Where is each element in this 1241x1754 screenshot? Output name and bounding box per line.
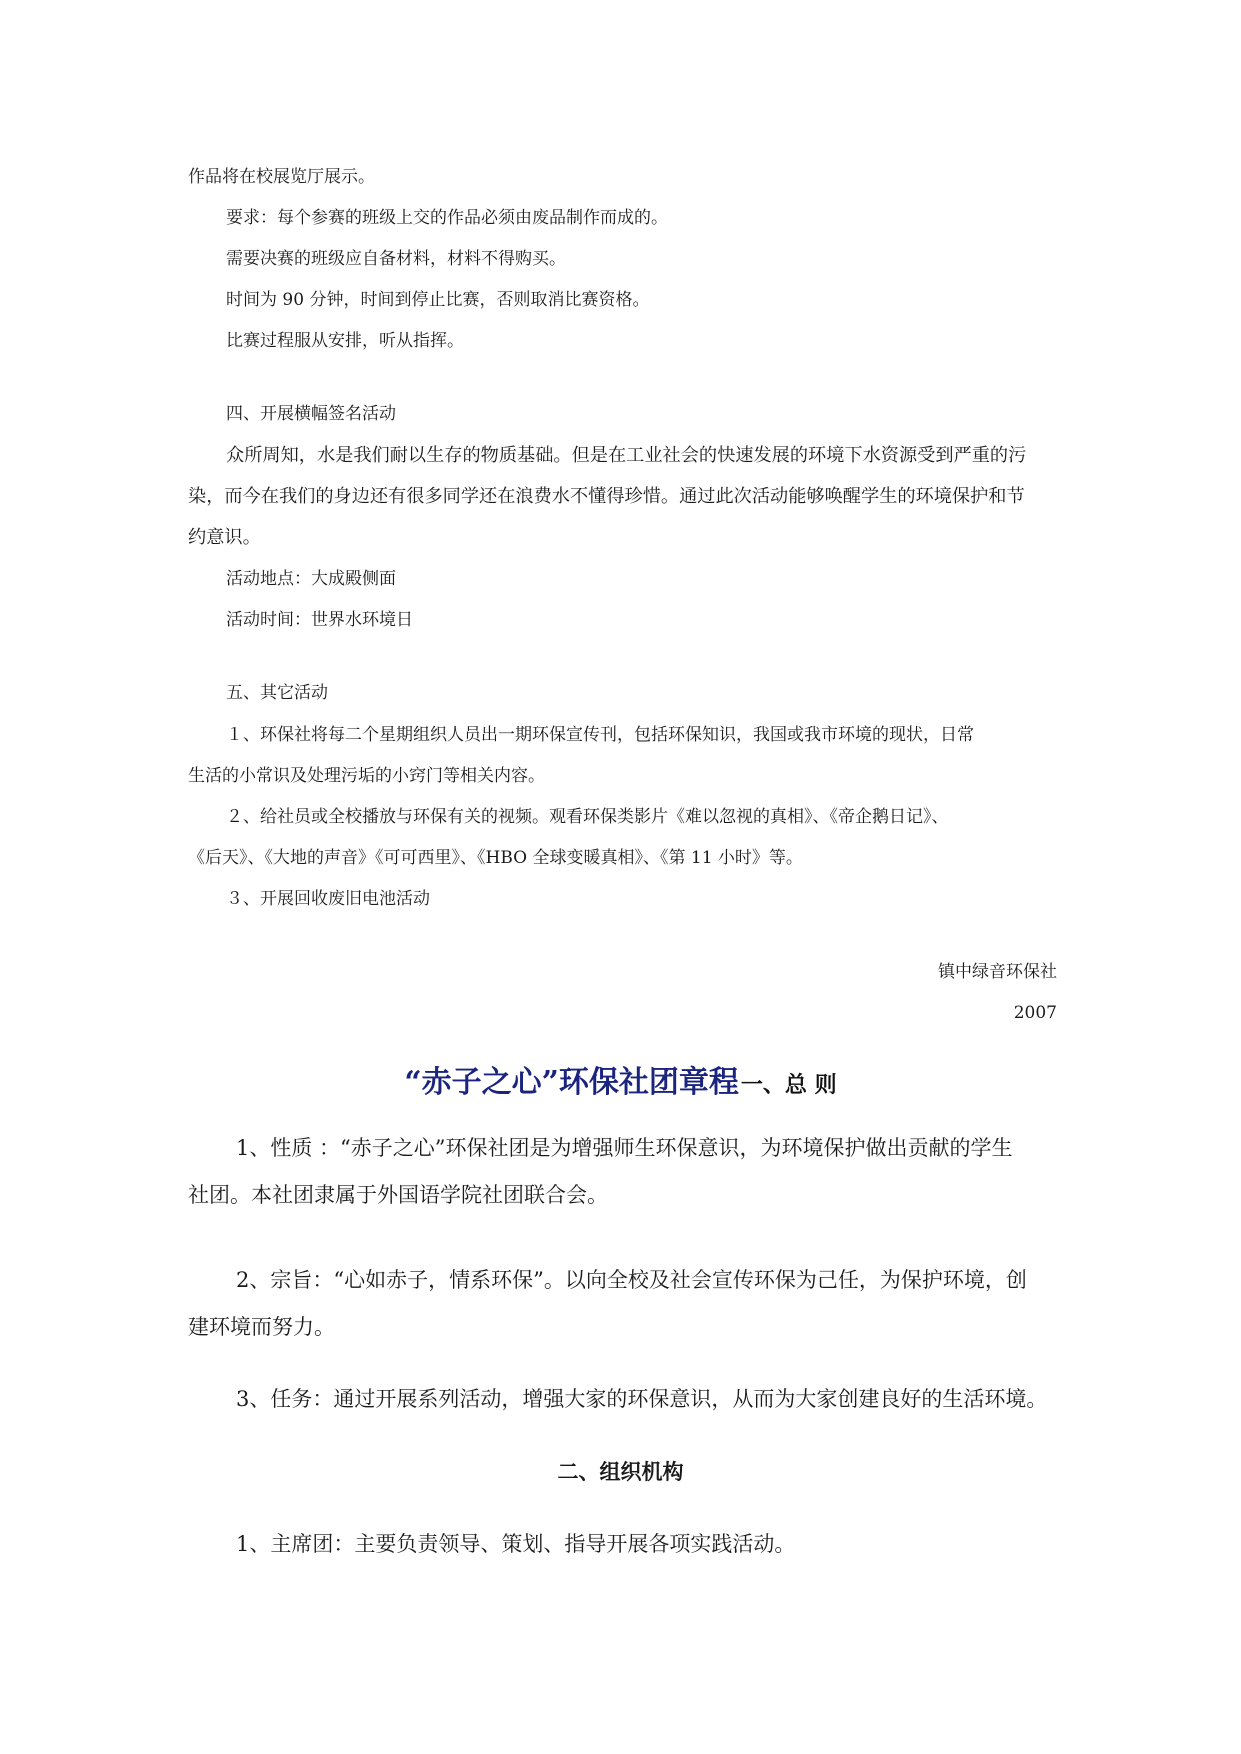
text-line: ２、给社员或全校播放与环保有关的视频。观看环保类影片《难以忽视的真相》、《帝企鹅日记》、 — [226, 807, 949, 827]
text-line: 染，而今在我们的身边还有很多同学还在浪费水不懂得珍惜。通过此次活动能够唤醒学生的环境保护和节 — [188, 486, 1025, 507]
charter-paragraph: 3、任务：通过开展系列活动，增强大家的环保意识，从而为大家创建良好的生活环境。 — [236, 1387, 1048, 1411]
text-line: 时间为 90 分钟，时间到停止比赛，否则取消比赛资格。 — [226, 290, 650, 310]
section-heading: 五、其它活动 — [226, 683, 328, 703]
text-line: 约意识。 — [188, 527, 261, 548]
text-line: 作品将在校展览厅展示。 — [188, 167, 375, 187]
text-line: 要求：每个参赛的班级上交的作品必须由废品制作而成的。 — [226, 208, 668, 228]
text-line: 比赛过程服从安排，听从指挥。 — [226, 331, 464, 351]
section-heading: 四、开展横幅签名活动 — [226, 404, 396, 424]
charter-paragraph: 2、宗旨：“心如赤子，情系环保”。以向全校及社会宣传环保为己任，为保护环境，创 — [236, 1268, 1027, 1292]
charter-paragraph: 社团。本社团隶属于外国语学院社团联合会。 — [188, 1183, 608, 1207]
text-line: １、环保社将每二个星期组织人员出一期环保宣传刊，包括环保知识，我国或我市环境的现状，日常 — [226, 725, 974, 745]
charter-title-sub: 一、总 则 — [740, 1072, 837, 1098]
text-line: 众所周知，水是我们耐以生存的物质基础。但是在工业社会的快速发展的环境下水资源受到严重的污 — [226, 445, 1027, 466]
text-line: 生活的小常识及处理污垢的小窍门等相关内容。 — [188, 766, 545, 786]
signature-org: 镇中绿音环保社 — [938, 962, 1057, 982]
text-line: ３、开展回收废旧电池活动 — [226, 889, 430, 909]
charter-title — [0, 1062, 1241, 1108]
charter-paragraph: 1、主席团：主要负责领导、策划、指导开展各项实践活动。 — [236, 1532, 796, 1556]
signature-year: 2007 — [1013, 1003, 1057, 1023]
section-heading-organization: 二、组织机构 — [557, 1459, 684, 1484]
charter-paragraph: 建环境而努力。 — [188, 1315, 335, 1339]
text-line: 《后天》、《大地的声音》《可可西里》、《HBO 全球变暖真相》、《第 11 小时》等。 — [188, 848, 803, 868]
charter-title-main: “赤子之心”环保社团章程 — [404, 1065, 739, 1100]
text-line: 活动地点：大成殿侧面 — [226, 569, 396, 589]
charter-paragraph: 1、性质 ：“赤子之心”环保社团是为增强师生环保意识，为环境保护做出贡献的学生 — [236, 1136, 1013, 1160]
text-line: 活动时间：世界水环境日 — [226, 610, 413, 630]
text-line: 需要决赛的班级应自备材料，材料不得购买。 — [226, 249, 566, 269]
